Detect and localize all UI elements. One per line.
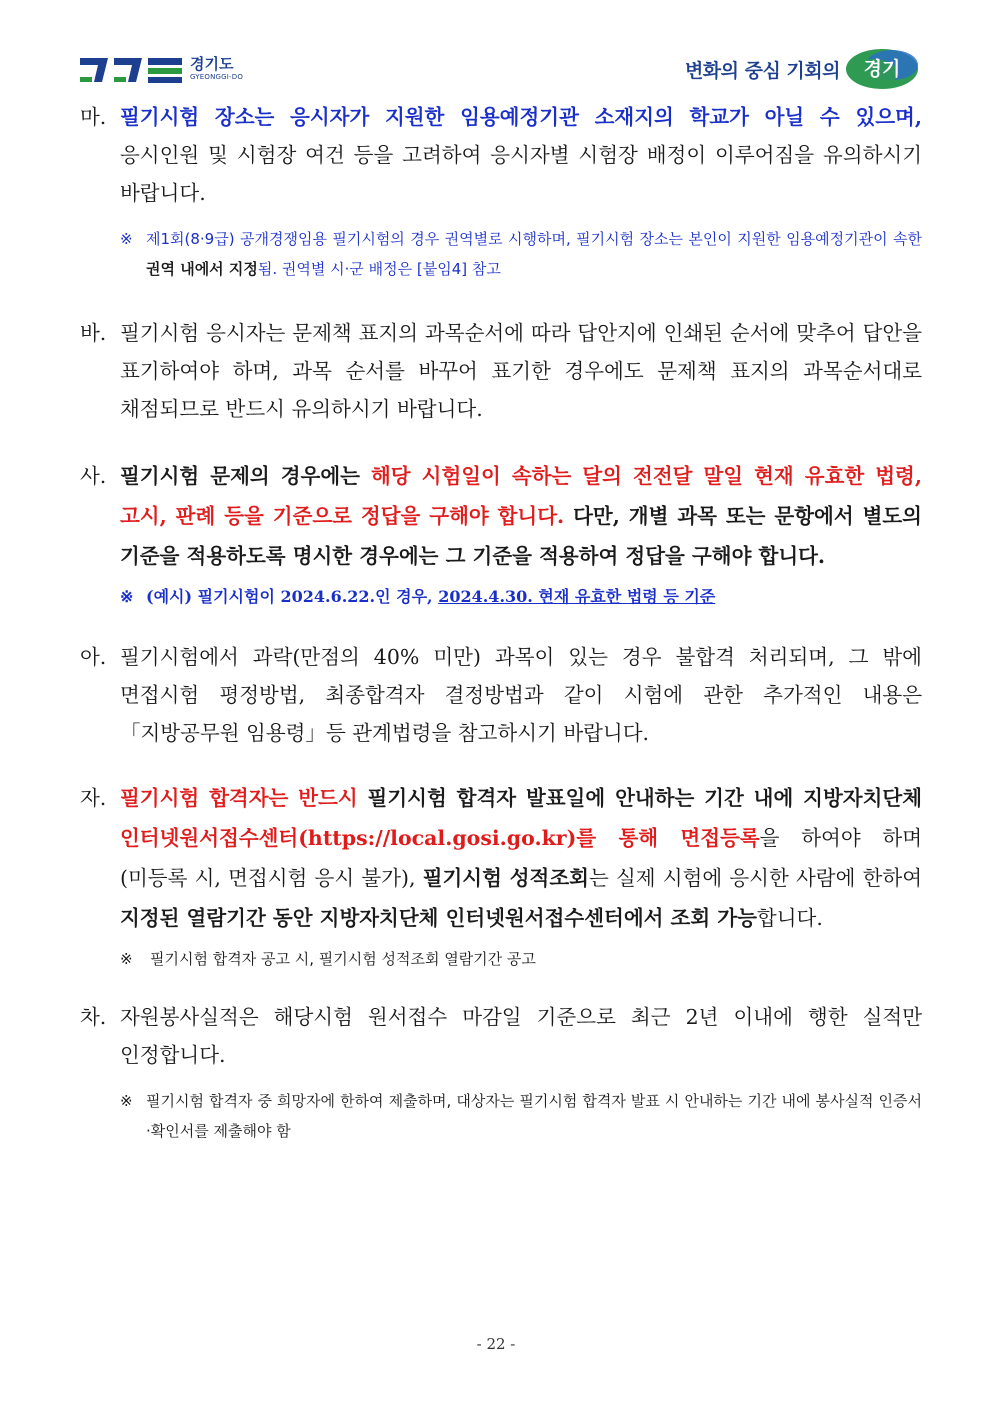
item-note	[80, 1086, 922, 1146]
slogan-badge	[844, 48, 920, 90]
item-emphasis: 필기시험 성적조회	[422, 866, 589, 890]
item-emphasis-red: 인터넷원서접수센터(https://local.gosi.go.kr)를 통해 면접등록	[120, 826, 760, 850]
note-emphasis: 권역 내에서 지정	[146, 260, 258, 278]
gyeonggi-logo	[78, 52, 243, 86]
note-text: 제1회(8·9급) 공개경쟁임용 필기시험의 경우 권역별로 시행하며, 필기시험 장소는 본인이 지원한 임용예정기관이 속한	[146, 230, 922, 248]
item-marker: 사.	[80, 464, 107, 488]
item-text: 합니다.	[756, 906, 823, 930]
item-note	[80, 224, 922, 284]
item-emphasis: 지정된 열람기간 동안 지방자치단체 인터넷원서접수센터에서 조회 가능	[120, 906, 757, 930]
note-underlined: 2024.4.30. 현재 유효한 법령 등 기준	[438, 587, 716, 606]
item-marker: 차.	[80, 1005, 107, 1029]
item-emphasis: 필기시험 장소는 응시자가 지원한 임용예정기관 소재지의 학교가 아닐 수 있으며,	[120, 105, 922, 129]
item-text: 응시인원 및 시험장 여건 등을 고려하여 응시자별 시험장 배정이 이루어짐을 유의하시기 바랍니다.	[120, 143, 922, 205]
item-emphasis-red: 필기시험 합격자는 반드시	[120, 786, 358, 810]
note-text: (예시) 필기시험이 2024.6.22.인 경우,	[146, 587, 439, 606]
note-mark: ※	[120, 950, 133, 968]
item-emphasis: 필기시험 문제의 경우에는	[120, 464, 371, 488]
logo-text: 경기도	[190, 55, 234, 73]
item-marker: 자.	[80, 786, 107, 810]
document-body	[80, 98, 922, 1146]
item-text: 자원봉사실적은 해당시험 원서접수 마감일 기준으로 최근 2년 이내에 행한 실적만 인정합니다.	[120, 1005, 922, 1067]
slogan-text: 변화의 중심 기회의	[684, 59, 840, 82]
item-text: 필기시험 응시자는 문제책 표지의 과목순서에 따라 답안지에 인쇄된 순서에 맞추어 답안을 표기하여야 하며, 과목 순서를 바꾸어 표기한 경우에도 문제책 표지의 과목순서대로 채점되므로 반드시 유의하시기 바랍니다.	[120, 321, 922, 421]
item-text: 을 하여야 하며(미등록 시, 면접시험 응시 불가),	[120, 826, 922, 890]
item-text: 필기시험에서 과락(만점의 40% 미만) 과목이 있는 경우 불합격 처리되며, 그 밖에 면접시험 평정방법, 최종합격자 결정방법과 같이 시험에 관한 추가적인 내용은「지방공무원 임용령」등 관계법령을 참고하시기 바랍니다.	[120, 645, 922, 745]
item-emphasis: 필기시험 합격자 발표일에 안내하는 기간 내에 지방자치단체	[357, 786, 922, 810]
item-ma	[80, 98, 922, 212]
item-marker: 바.	[80, 321, 107, 345]
gyeonggi-logo-mark-icon	[78, 52, 184, 86]
item-sa	[80, 456, 922, 576]
note-text: 됨. 권역별 시·군 배정은 [붙임4] 참고	[257, 260, 501, 278]
logo-subtext: GYEONGGI-DO	[190, 73, 244, 81]
slogan	[685, 48, 920, 90]
item-text: 는 실제 시험에 응시한 사람에 한하여	[588, 866, 922, 890]
item-marker: 마.	[80, 105, 107, 129]
note-mark: ※	[120, 587, 134, 606]
item-note	[80, 944, 922, 974]
note-text: 필기시험 합격자 중 희망자에 한하여 제출하며, 대상자는 필기시험 합격자 발표 시 안내하는 기간 내에 봉사실적 인증서·확인서를 제출해야 함	[146, 1092, 922, 1140]
item-a	[80, 638, 922, 752]
slogan-badge-text: 경기	[863, 58, 901, 80]
item-note	[80, 582, 922, 612]
item-ba	[80, 314, 922, 428]
note-text: 필기시험 합격자 공고 시, 필기시험 성적조회 열람기간 공고	[150, 950, 536, 968]
item-cha	[80, 998, 922, 1074]
item-emphasis-red: 해당 시험일이 속하는 달의 전전달 말일 현재 유효한 법령, 고시, 판례 등을 기준으로 정답을 구해야 합니다.	[120, 464, 922, 528]
page-header	[0, 0, 992, 100]
note-mark: ※	[120, 230, 133, 248]
item-emphasis: 다만, 개별 과목 또는 문항에서 별도의 기준을 적용하도록 명시한 경우에는 그 기준을 적용하여 정답을 구해야 합니다.	[120, 504, 922, 568]
item-marker: 아.	[80, 645, 107, 669]
item-ja	[80, 778, 922, 938]
note-mark: ※	[120, 1092, 133, 1110]
page-number: - 22 -	[476, 1335, 516, 1353]
